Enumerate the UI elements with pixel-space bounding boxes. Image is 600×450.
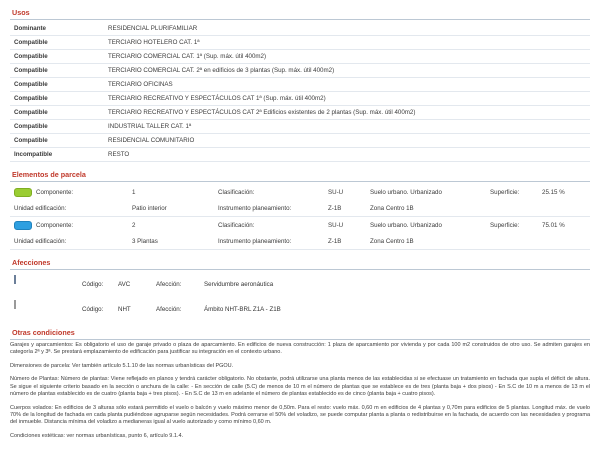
clasificacion-code: SU-U xyxy=(328,189,344,196)
table-row xyxy=(10,201,590,217)
codigo-value: AVC xyxy=(118,281,131,288)
section-divider-usos xyxy=(10,19,590,20)
codigo-value: NHT xyxy=(118,306,131,313)
superficie-label: Superficie: xyxy=(490,189,520,196)
elementos-parcela-table xyxy=(10,184,590,250)
table-row xyxy=(10,36,590,50)
codigo-label: Código: xyxy=(82,306,104,313)
section-title-otras-condiciones: Otras condiciones xyxy=(12,328,75,337)
clasificacion-text: Suelo urbano. Urbanizado xyxy=(370,222,442,229)
instrumento-text: Zona Centro 1B xyxy=(366,234,486,250)
afeccion-pattern-cell xyxy=(10,272,78,297)
condition-paragraph: Cuerpos volados: En edificios de 3 alturas sólo estará permitido el vuelo o balcón y vuelo máximo menor de 0,50m. Para el resto: vuelo máx. 0,60 m en edificios de 4 plantas y 0,70m para edificios de 5 plantas. Longitud máx. de vuelo 70% de la longitud de fachada en cada planta pudiéndose agruparse según necesidades. Podrá cerrarse el 50% del voladizo, se puede computar planta a planta o redistribuirse en la fachada, de acuerdo con las necesidades y programa del inmueble. Distancia mínima del voladizo a medianeras igual al vuelo autorizado y como mínimo 0,60 m. xyxy=(10,404,590,426)
condition-paragraph: Garajes y aparcamientos: Es obligatorio el uso de garaje privado o plaza de aparcamiento. En edificios de nueva construcción: 1 plaza de aparcamiento por vivienda y por cada 100 m2 construidos de otro uso. Se admiten garajes en categoría 2ª y 3ª. Se prestará emplazamiento de edificación para justificar su integración en el contexto urbano. xyxy=(10,342,590,356)
uso-text: RESIDENCIAL COMUNITARIO xyxy=(104,134,590,148)
clasificacion-code: SU-U xyxy=(328,222,344,229)
empty-cell xyxy=(538,234,590,250)
otras-condiciones-body xyxy=(10,342,590,440)
uso-text: TERCIARIO HOTELERO CAT. 1ª xyxy=(104,36,590,50)
table-row xyxy=(10,148,590,162)
color-swatch-blue xyxy=(14,221,32,230)
uso-text: TERCIARIO RECREATIVO Y ESPECTÁCULOS CAT 1ª (Sup. máx. útil 400m2) xyxy=(104,92,590,106)
table-row xyxy=(10,234,590,250)
superficie-value: 75.01 % xyxy=(542,222,565,229)
table-row xyxy=(10,134,590,148)
empty-cell xyxy=(486,201,538,217)
codigo-label: Código: xyxy=(82,281,104,288)
table-row xyxy=(10,217,590,235)
clasificacion-text: Suelo urbano. Urbanizado xyxy=(370,189,442,196)
hatch-pattern-icon xyxy=(14,276,40,293)
table-row xyxy=(10,64,590,78)
section-title-afecciones: Afecciones xyxy=(12,258,51,267)
uso-tag: Incompatible xyxy=(10,148,104,162)
section-title-elementos: Elementos de parcela xyxy=(12,170,86,179)
instrumento-code: Z-1B xyxy=(324,201,366,217)
unidad-edificacion-value: Patio interior xyxy=(128,201,214,217)
afeccion-value: Ámbito NHT-BRL Z1A - Z1B xyxy=(204,306,281,313)
table-row xyxy=(10,22,590,36)
table-row xyxy=(10,184,590,201)
table-row xyxy=(10,78,590,92)
condition-paragraph: Condiciones estéticas: ver normas urbanísticas, punto 6, artículo 9.1.4. xyxy=(10,432,184,439)
uso-tag: Compatible xyxy=(10,50,104,64)
instrumento-code: Z-1B xyxy=(324,234,366,250)
afeccion-label: Afección: xyxy=(156,306,182,313)
table-row xyxy=(10,297,590,322)
table-row xyxy=(10,272,590,297)
uso-tag: Compatible xyxy=(10,36,104,50)
uso-tag: Compatible xyxy=(10,134,104,148)
empty-cell xyxy=(486,234,538,250)
componente-label: Componente: xyxy=(36,222,74,230)
uso-tag: Compatible xyxy=(10,106,104,120)
unidad-edificacion-label: Unidad edificación: xyxy=(10,201,128,217)
uso-text: TERCIARIO COMERCIAL CAT. 1ª (Sup. máx. útil 400m2) xyxy=(104,50,590,64)
condition-paragraph: Dimensiones de parcela: Ver también artículo 5.1.10 de las normas urbanísticas del PGOU. xyxy=(10,362,234,369)
afecciones-table xyxy=(10,272,590,322)
uso-tag: Compatible xyxy=(10,64,104,78)
instrumento-text: Zona Centro 1B xyxy=(366,201,486,217)
section-divider-elementos xyxy=(10,181,590,182)
clasificacion-label: Clasificación: xyxy=(218,189,255,196)
uso-text: RESIDENCIAL PLURIFAMILIAR xyxy=(104,22,590,36)
empty-cell xyxy=(538,201,590,217)
afeccion-value: Servidumbre aeronáutica xyxy=(204,281,274,288)
instrumento-label: Instrumento planeamiento: xyxy=(214,201,324,217)
unidad-edificacion-value: 3 Plantas xyxy=(128,234,214,250)
table-row xyxy=(10,50,590,64)
uso-tag: Compatible xyxy=(10,92,104,106)
componente-cell xyxy=(10,217,128,235)
uso-text: TERCIARIO OFICINAS xyxy=(104,78,590,92)
uso-text: TERCIARIO COMERCIAL CAT. 2ª en edificios de 3 plantas (Sup. máx. útil 400m2) xyxy=(104,64,590,78)
color-swatch-green xyxy=(14,188,32,197)
table-row xyxy=(10,92,590,106)
section-divider-otras xyxy=(10,339,590,340)
vertical-hatch-pattern-icon xyxy=(14,301,40,318)
uso-text: INDUSTRIAL TALLER CAT. 1ª xyxy=(104,120,590,134)
superficie-value: 25.15 % xyxy=(542,189,565,196)
unidad-edificacion-label: Unidad edificación: xyxy=(10,234,128,250)
uso-text: TERCIARIO RECREATIVO Y ESPECTÁCULOS CAT 2ª Edificios existentes de 2 plantas (Sup. máx. útil 400m2) xyxy=(104,106,590,120)
uso-tag: Compatible xyxy=(10,78,104,92)
section-divider-afecciones xyxy=(10,269,590,270)
componente-cell xyxy=(10,184,128,201)
clasificacion-label: Clasificación: xyxy=(218,222,255,229)
usos-table xyxy=(10,22,590,162)
uso-text: RESTO xyxy=(104,148,590,162)
componente-label: Componente: xyxy=(36,189,74,197)
table-row xyxy=(10,106,590,120)
afeccion-label: Afección: xyxy=(156,281,182,288)
uso-tag: Compatible xyxy=(10,120,104,134)
section-title-usos: Usos xyxy=(12,8,30,17)
componente-value: 1 xyxy=(132,189,136,196)
superficie-label: Superficie: xyxy=(490,222,520,229)
condition-paragraph: Número de Plantas: Número de plantas: Viene reflejado en planos y tendrá carácter obligatorio. No obstante, podrá utilizarse una planta menos de las establecidas si se efectuase un tratamiento en fachada que supla el déficit de altura. Se sigue el siguiente criterio basado en la sección o anchura de la calle: - En sección de calle (5.C) de menos de 10 m el número de plantas que se establece es de tres (planta baja + dos pisos) - En S.C de 10 m a menos de 13 m el número de plantas establecido es de cuatro (planta baja + tres pisos). - En S.C de 13 m en adelante el número de plantas establecido es de cinco (planta baja + cuatro pisos). xyxy=(10,376,590,398)
afeccion-pattern-cell xyxy=(10,297,78,322)
uso-tag: Dominante xyxy=(10,22,104,36)
instrumento-label: Instrumento planeamiento: xyxy=(214,234,324,250)
table-row xyxy=(10,120,590,134)
componente-value: 2 xyxy=(132,222,136,229)
